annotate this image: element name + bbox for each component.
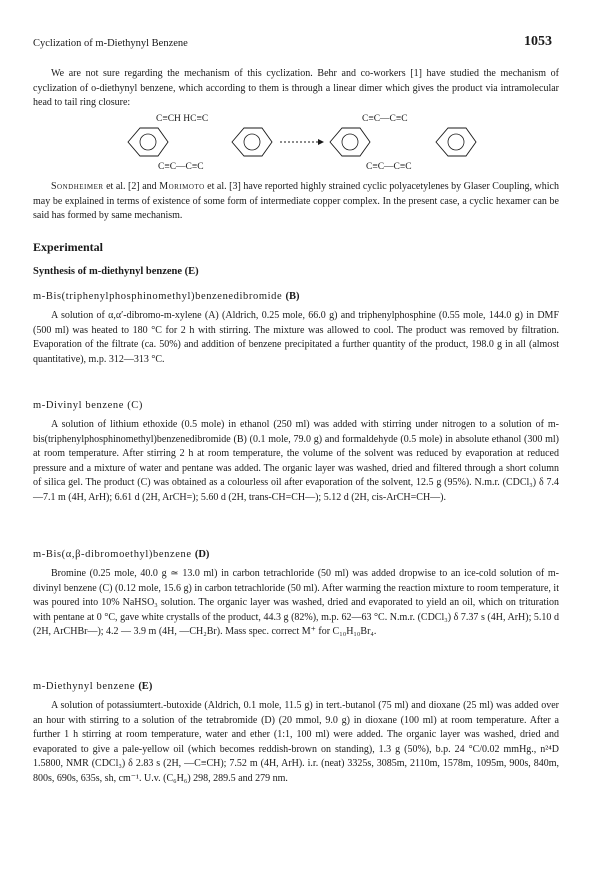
- scheme-label-left-bottom: C≡C—C≡C: [158, 162, 204, 172]
- intro-paragraph: We are not sure regarding the mechanism of this cyclization. Behr and co-workers [1] have studied the mechanism of cyclization of o-diethynyl benzene, which according to them is through a linear dimer which gives the product via intramolecular head to tail ring closure:: [33, 68, 559, 109]
- scheme-label-left-top: C≡CH HC≡C: [156, 114, 209, 124]
- scheme-label-right-top: C≡C—C≡C: [362, 114, 408, 124]
- glaser-coupling-paragraph: Sondheimer et al. [2] and Morimoto et al. [3] have reported highly strained cyclic polyacetylenes by Glaser Coupling, which may be explained in terms of existence of some form of intermediate copper complex. In the present case, a cyclic hexamer can be said has formed by same mechanism.: [33, 181, 559, 222]
- aromatic-circle: [140, 134, 156, 150]
- experimental-heading: Experimental: [33, 240, 103, 254]
- benzene-ring-right-1: [330, 128, 370, 156]
- running-title: Cyclization of m-Diethynyl Benzene: [33, 38, 188, 49]
- aromatic-circle: [244, 134, 260, 150]
- benzene-ring-left-1: [128, 128, 168, 156]
- benzene-ring-left-2: [232, 128, 272, 156]
- compound-d-procedure: Bromine (0.25 mole, 40.0 g ≃ 13.0 ml) in carbon tetrachloride (50 ml) was added dropwise to an ice-cold solution of m-divinyl benzene (C) (0.12 mole, 15.6 g) in carbon tetrachloride (50 ml). After warming the reaction mixture to room temperature, it was poured into 10% NaHSO₃ solution. The organic layer was washed, dried and evaporated to yield an oil, which on trituration with pentane at 0 °C, gave white crystalls of the product, 44.3 g (82%), m.p. 62—63 °C. N.m.r. (CDCl₃) δ 7.37 s (4H, ArH); 5.10 d (2H, ArCHBr—); 4.2 — 3.9 m (4H, —CH₂Br). Mass spec. correct M⁺ for C₁₀H₁₀Br₄.: [33, 568, 559, 638]
- page-number: 1053: [524, 34, 552, 49]
- benzene-ring-right-2: [436, 128, 476, 156]
- compound-c-heading: m-Divinyl benzene (C): [33, 400, 143, 411]
- linear-dimer-structure: [128, 114, 272, 172]
- scheme-label-right-bottom: C≡C—C≡C: [366, 162, 412, 172]
- compound-b-procedure: A solution of α,α′-dibromo-m-xylene (A) (Aldrich, 0.25 mole, 66.0 g) and triphenylphosphine (0.55 mole, 144.0 g) in DMF (500 ml) was heated to 180 °C for 2 h with stirring. The mixture was allowed to cool. The product was removed by filtration. Evaporation of the filtrate (ca. 50%) and addition of benzene precipitated a further quantity of the product, 198.0 g in all (almost quantitative), m.p. 312—313 °C.: [33, 310, 559, 365]
- compound-c-procedure: A solution of lithium ethoxide (0.5 mole) in ethanol (250 ml) was added with stirring under nitrogen to a solution of m-bis(triphenylphosphinomethyl)benzenedibromide (B) (0.1 mole, 79.0 g) and formaldehyde (0.5 mole) in absolute ethanol (300 ml) at room temperature. After stirring 2 h at room temperature, the volume of the solvent was reduced by evaporation at reduced pressure and a mixture of water and pentane was added. The organic layer was washed, dried and filtered through a short column of silica gel. The product (C) was obtained as a colourless oil after evaporation of the solvent, 12.5 g (95%). N.m.r. (CDCl₃) δ 7.4—7.1 m (4H, ArH); 6.61 d (2H, ArCH=); 5.60 d (2H, trans-CH=CH—); 5.12 d (2H, cis-ArCH=CH—).: [33, 419, 559, 503]
- compound-b-heading: m-Bis(triphenylphosphinomethyl)benzenedibromide (B): [33, 291, 300, 302]
- compound-d-heading: m-Bis(α,β-dibromoethyl)benzene (D): [33, 549, 210, 560]
- author-morimoto: Morimoto: [159, 181, 205, 192]
- reaction-arrow: [280, 139, 324, 145]
- synthesis-heading: Synthesis of m-diethynyl benzene (E): [33, 266, 199, 277]
- aromatic-circle: [448, 134, 464, 150]
- compound-e-procedure: A solution of potassiumtert.-butoxide (Aldrich, 0.1 mole, 11.5 g) in tert.-butanol (75 ml) and dioxane (25 ml) was added over an hour with stirring to a solution of the tetrabromide (D) (20 mmol, 9.0 g) in dioxane (100 ml) at room temperature. After a further 1 h stirring at room temperature, water and ether (1:1, 100 ml) were added. The organic layer was washed, dried and evaporated to give a pale-yellow oil (which becomes reddish-brown on standing), 1.3 g (50%), b.p. 24 °C/0.02 mmHg., n²⁴D 1.5800, NMR (CDCl₃) δ 2.83 s (2H, —C≡CH); 7.52 m (4H, ArH). i.r. (neat) 3325s, 3085m, 2110m, 1578m, 1095m, 900s, 840m, 800s, 690s, 635s, sh, cm⁻¹. U.v. (C₆H₆) 298, 289.5 and 279 nm.: [33, 700, 559, 784]
- aromatic-circle: [342, 134, 358, 150]
- author-sondheimer: Sondheimer: [51, 181, 104, 192]
- cyclic-product-structure: [330, 114, 476, 172]
- reaction-scheme: [110, 110, 490, 174]
- compound-e-heading: m-Diethynyl benzene (E): [33, 681, 153, 692]
